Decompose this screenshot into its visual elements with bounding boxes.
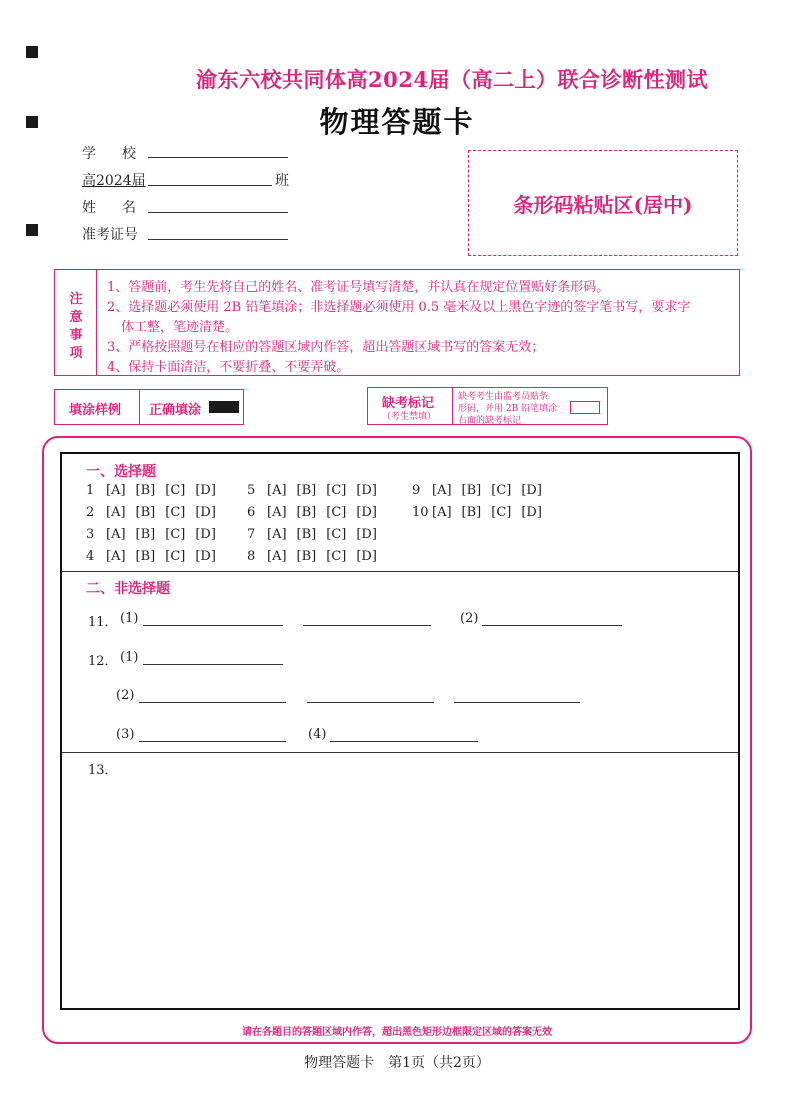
q11-part1-label: (1) (120, 611, 139, 626)
grade-label: 高2024届 (82, 173, 146, 189)
absent-instruction: 右面的缺考标记 (458, 416, 522, 426)
mc-question[interactable]: 9 [A] [B] [C] [D] (412, 483, 542, 498)
q12-part4-label: (4) (308, 727, 327, 742)
notice-line: 3、严格按照题号在相应的答题区域内作答，超出答题区域书写的答案无效； (107, 340, 545, 355)
q12-part3-label: (3) (116, 727, 135, 742)
fill-example (54, 389, 244, 425)
exam-title: 渝东六校共同体高2024届（高二上）联合诊断性测试 (196, 67, 708, 92)
q12-part2-answer-line-3[interactable] (454, 702, 580, 703)
notice-heading: 注 意 事 项 (55, 270, 97, 375)
class-suffix: 班 (275, 173, 289, 189)
mc-question[interactable]: 6 [A] [B] [C] [D] (247, 505, 377, 520)
absent-instruction: 缺考考生由监考员贴条 (458, 392, 549, 402)
registration-mark (26, 224, 38, 236)
q13-answer-area[interactable] (62, 756, 738, 1008)
mc-question[interactable]: 8 [A] [B] [C] [D] (247, 549, 377, 564)
class-field[interactable] (148, 185, 272, 186)
name-label: 姓 名 (82, 200, 142, 216)
mc-question[interactable]: 3 [A] [B] [C] [D] (86, 527, 216, 542)
absent-mark-label: 缺考标记 (382, 396, 435, 411)
q11-number: 11． (88, 615, 118, 630)
name-field[interactable] (148, 212, 288, 213)
page-info: 物理答题卡 第1页（共2页） (304, 1055, 490, 1071)
notice-box (54, 269, 740, 376)
absent-mark-sublabel: （考生禁填） (382, 412, 437, 422)
q12-part2-answer-line-2[interactable] (307, 702, 434, 703)
q12-part3-answer-line[interactable] (139, 741, 286, 742)
section-divider (62, 752, 738, 753)
q11-part1-answer-line[interactable] (143, 625, 283, 626)
card-title: 物理答题卡 (319, 105, 475, 139)
fill-example-label: 填涂样例 (69, 403, 122, 418)
q11-part1-answer-line-2[interactable] (303, 625, 431, 626)
mc-question[interactable]: 7 [A] [B] [C] [D] (247, 527, 377, 542)
notice-line: 1、答题前，考生先将自己的姓名、准考证号填写清楚，并认真在规定位置贴好条形码。 (107, 280, 610, 295)
registration-mark (26, 46, 38, 58)
correct-fill-label: 正确填涂 (149, 403, 202, 418)
q11-part2-label: (2) (460, 611, 479, 626)
mc-question[interactable]: 10 [A] [B] [C] [D] (412, 505, 542, 520)
absent-mark-area (367, 387, 608, 425)
absent-checkbox[interactable] (570, 401, 600, 414)
notice-line: 4、保持卡面清洁，不要折叠、不要弄破。 (107, 360, 350, 375)
absent-instruction: 形码，并用 2B 铅笔填涂 (458, 404, 558, 414)
q12-part1-answer-line[interactable] (143, 664, 283, 665)
notice-line: 2、选择题必须使用 2B 铅笔填涂；非选择题必须使用 0.5 毫米及以上黑色字迹的签字笔书写，要求字 (107, 300, 691, 315)
section2-title: 二、非选择题 (86, 581, 170, 597)
mc-question[interactable]: 5 [A] [B] [C] [D] (247, 483, 377, 498)
q12-part1-label: (1) (120, 650, 139, 665)
q12-number: 12． (88, 654, 118, 669)
q12-part2-label: (2) (116, 688, 135, 703)
notice-line: 体工整，笔迹清楚。 (121, 320, 239, 335)
mc-question[interactable]: 2 [A] [B] [C] [D] (86, 505, 216, 520)
section-divider (62, 571, 738, 572)
mc-question[interactable]: 4 [A] [B] [C] [D] (86, 549, 216, 564)
q13-number: 13． (88, 763, 118, 778)
barcode-label: 条形码粘贴区(居中) (513, 193, 693, 217)
id-label: 准考证号 (82, 227, 138, 243)
filled-bubble-sample (209, 401, 239, 413)
id-field[interactable] (148, 239, 288, 240)
out-of-bounds-warning: 请在各题目的答题区域内作答，超出黑色矩形边框限定区域的答案无效 (242, 1027, 552, 1038)
school-label: 学 校 (82, 146, 142, 162)
q12-part2-answer-line[interactable] (139, 702, 286, 703)
section1-title: 一、选择题 (86, 464, 156, 480)
q12-part4-answer-line[interactable] (330, 741, 478, 742)
barcode-area (468, 150, 738, 256)
mc-question[interactable]: 1 [A] [B] [C] [D] (86, 483, 216, 498)
q11-part2-answer-line[interactable] (482, 625, 622, 626)
school-field[interactable] (148, 157, 288, 158)
